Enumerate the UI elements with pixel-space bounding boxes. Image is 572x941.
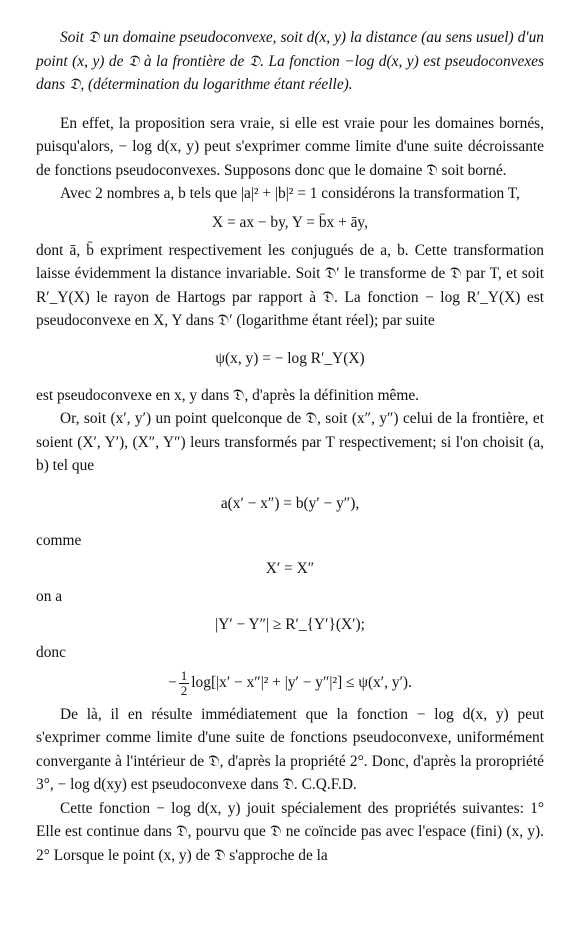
equation-log-bound <box>36 669 544 698</box>
lead-comme: comme <box>36 531 82 549</box>
proof-paragraph-1: En effet, la proposition sera vraie, si elle est vraie pour les domaines bornés, puisqu'alors, − log d(x, y) peut s'exprimer comme limite d'une suite décroissante de fonctions pseudoconvexes. Supposons donc que le domaine 𝔇 soit borné. <box>36 114 544 179</box>
proof-paragraph-3: dont ā, b̄ expriment respectivement les conjugués de a, b. Cette transformation laisse évidemment la distance invariable. Soit 𝔇′ le transforme de 𝔇 par T, et soit R′_Y(X) le rayon de Hartogs par rapport à 𝔇. La fonction − log R′_Y(X) est pseudoconvexe en X, Y dans 𝔇′ (logarithme étant réel); par suite <box>36 241 544 329</box>
log-bound-expression: log[|x′ − x″|² + |y′ − y″|²] ≤ ψ(x′, y′). <box>191 673 412 691</box>
proof-paragraph-5: Or, soit (x′, y′) un point quelconque de 𝔇, soit (x″, y″) celui de la frontière, et soient (X′, Y′), (X″, Y″) leurs transformés par T respectivement; si l'on choisit (a, b) tel que <box>36 410 544 474</box>
equation-transformation: X = ax − by, Y = b̄x + āy, <box>212 213 368 231</box>
fraction-numerator: 1 <box>180 667 188 683</box>
equation-psi: ψ(x, y) = − log R′_Y(X) <box>215 349 365 367</box>
lead-on-a: on a <box>36 587 63 605</box>
page-body <box>36 26 544 867</box>
fraction-one-half <box>179 669 190 698</box>
minus-sign: − <box>168 673 177 691</box>
proof-paragraph-7: Cette fonction − log d(x, y) jouit spécialement des propriétés suivantes: 1° Elle est continue dans 𝔇, pourvu que 𝔇 ne coïncide pas avec l'espace (fini) (x, y). 2° Lorsque le point (x, y) de 𝔇 s'approche de la <box>36 799 544 864</box>
equation-inequality: |Y′ − Y″| ≥ R′_{Y′}(X′); <box>215 615 365 633</box>
fraction-denominator: 2 <box>180 682 188 698</box>
proof-paragraph-4: est pseudoconvexe en x, y dans 𝔇, d'après la définition même. <box>36 386 420 404</box>
equation-x-equal: X′ = X″ <box>265 559 315 577</box>
proof-paragraph-2: Avec 2 nombres a, b tels que |a|² + |b|² = 1 considérons la transformation T, <box>60 185 520 202</box>
proof-paragraph-6: De là, il en résulte immédiatement que la fonction − log d(x, y) peut s'exprimer comme limite d'une suite de fonctions pseudoconvexe, uniformément convergante à l'intérieur de 𝔇, d'après la propriété 2°. Donc, d'après la proropriété 3°, − log d(xy) est pseudoconvexe dans 𝔇. C.Q.F.D. <box>36 705 544 793</box>
equation-choice: a(x′ − x″) = b(y′ − y″), <box>220 494 360 512</box>
lead-donc: donc <box>36 643 66 661</box>
theorem-statement: Soit 𝔇 un domaine pseudoconvexe, soit d(x, y) la distance (au sens usuel) d'un point (x, y) de 𝔇 à la frontière de 𝔇. La fonction −log d(x, y) est pseudoconvexes dans 𝔇, (détermination du logarithme étant réelle). <box>36 29 544 93</box>
